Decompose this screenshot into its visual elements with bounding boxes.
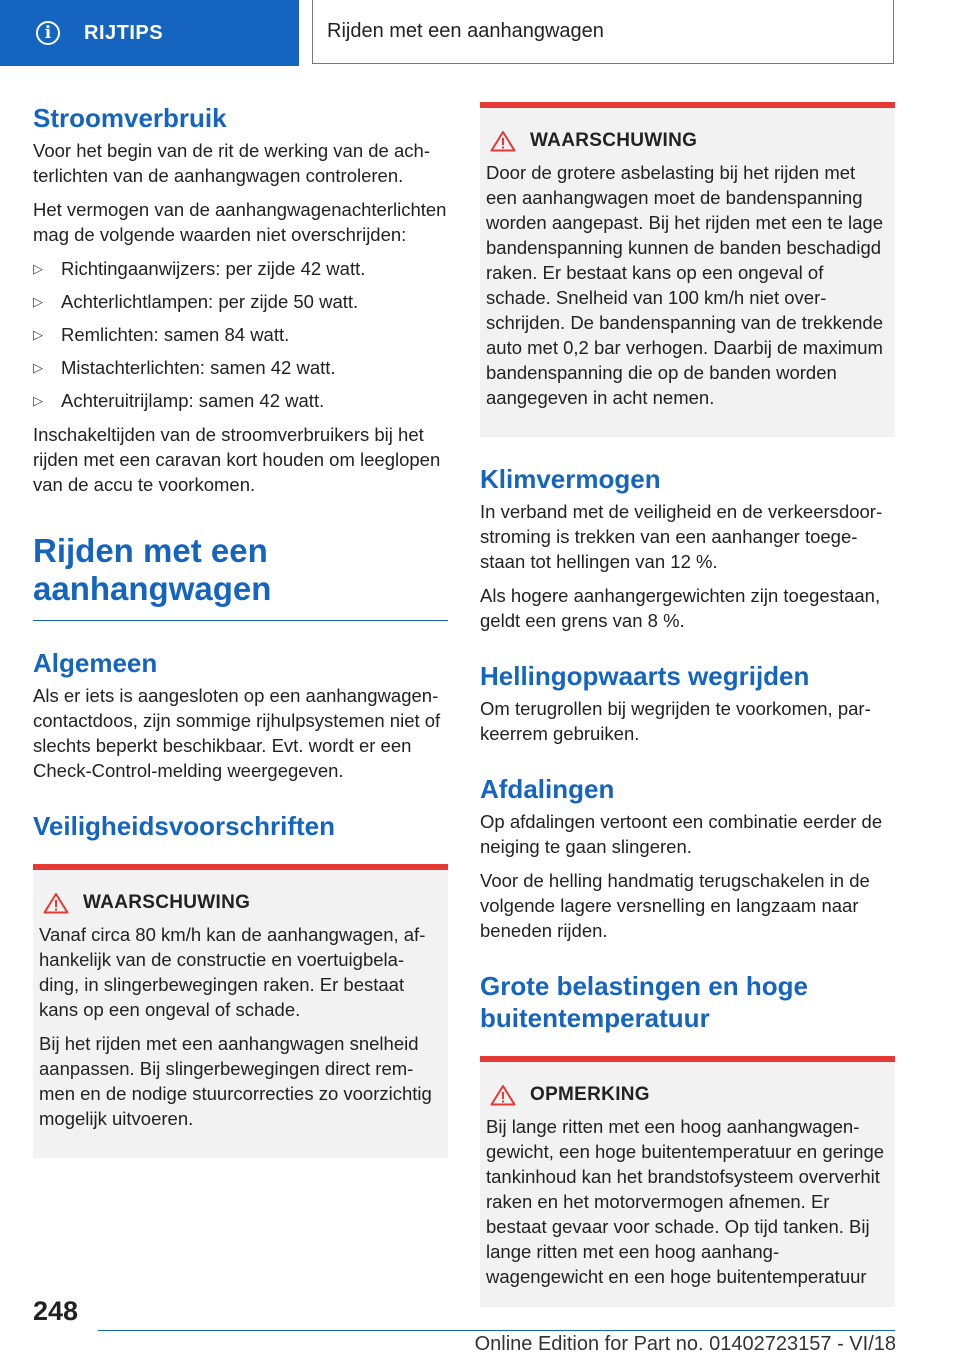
triangle-bullet-icon: ▷ [33,393,43,408]
warning-label: WAARSCHUWING [83,892,251,913]
footer-divider [98,1330,895,1331]
paragraph: Inschakeltijden van de stroomverbruikers bij het rijden met een caravan kort houden om leeglopen van de accu te voorkomen. [33,424,441,495]
heading-algemeen: Algemeen [33,648,158,678]
bullet-list [33,256,448,413]
paragraph: Op afdalingen vertoont een combinatie eerder de neiging te gaan slingeren. [480,811,883,857]
paragraph: Het vermogen van de aanhangwagenachterlichten mag de volgende waarden niet overschrijden: [33,199,447,245]
footer-edition: Online Edition for Part no. 01402723157 - VI/18 [474,1333,896,1355]
heading-grote-belastingen: Grote belastingen en hoge buitentemperatuur [480,971,808,1033]
warning-text: Door de grotere asbelasting bij het rijden met een aanhangwagen moet de bandenspanning worden aangepast. Bij het rijden met een te lage bandenspanning kunnen de banden beschadigd raken. Er bestaat kans op een ongeval of schade. Snelheid van 100 km/h niet overschrijden. De bandenspanning van de trekkende auto met 0,2 bar verhogen. Daarbij de maximum bandenspanning die op de banden worden aangegeven in acht nemen. [486,162,884,408]
chapter-label: Rijden met een aanhangwagen [327,20,604,42]
paragraph: Voor het begin van de rit de werking van de achterlichten van de aanhangwagen controleren. [33,140,430,186]
heading-klimvermogen: Klimvermogen [480,464,661,494]
left-column [33,102,448,1158]
paragraph: Om terugrollen bij wegrijden te voorkomen, parkeerrem gebruiken. [480,698,871,744]
paragraph: Voor de helling handmatig terugschakelen in de volgende lagere versnelling en langzaam naar beneden rijden. [480,870,870,941]
list-item: ▷ Remlichten: samen 84 watt. [33,324,290,345]
section-tab [0,0,299,66]
chapter-tab [312,0,894,64]
triangle-bullet-icon: ▷ [33,327,43,342]
right-column [480,102,895,1307]
page-number: 248 [33,1296,79,1326]
note-text: Bij lange ritten met een hoog aanhangwagengewicht, een hoge buitentemperatuur en geringe tankinhoud kan het brandstofsysteem oververhit raken en het motorvermogen afnemen. Er bestaat gevaar voor schade. Op tijd tanken. Bij lange ritten met een hoog aanhangwagengewicht en een hoge buitentemperatuur [486,1116,885,1287]
list-item: ▷ Achterlichtlampen: per zijde 50 watt. [33,291,359,312]
heading-afdalingen: Afdalingen [480,774,615,804]
warning-label: WAARSCHUWING [530,130,698,151]
note-box [480,1056,895,1307]
info-icon: i [36,21,60,45]
list-item: ▷ Mistachterlichten: samen 42 watt. [33,357,336,378]
warning-text: Vanaf circa 80 km/h kan de aanhangwagen, afhankelijk van de constructie en voertuigbelading, in slingerbewegingen raken. Er bestaat kans op een ongeval of schade. [39,924,426,1020]
warning-header [486,130,885,152]
section-label: RIJTIPS [84,21,164,44]
warning-box [33,864,448,1158]
paragraph: In verband met de veiligheid en de verkeersdoorstroming is trekken van een aanhanger toegestaan tot hellingen van 12 %. [480,501,883,572]
chapter-title: Rijden met een aanhangwagen [33,532,448,621]
triangle-bullet-icon: ▷ [33,261,43,276]
triangle-bullet-icon: ▷ [33,294,43,309]
warning-triangle-icon [490,1084,516,1106]
list-item: ▷ Achteruitrijlamp: samen 42 watt. [33,390,325,411]
warning-triangle-icon [490,130,516,152]
heading-hellingopwaarts: Hellingopwaarts wegrijden [480,661,810,691]
note-header [486,1084,885,1106]
paragraph: Als er iets is aangesloten op een aanhangwagencontactdoos, zijn sommige rijhulpsystemen niet of slechts beperkt beschikbaar. Evt. wordt er een Check-Control-melding weergegeven. [33,685,441,781]
warning-text: Bij het rijden met een aanhangwagen snelheid aanpassen. Bij slingerbewegingen direct remmen en de nodige stuurcorrecties zo voorzichtig mogelijk uitvoeren. [39,1033,432,1129]
paragraph: Als hogere aanhangergewichten zijn toegestaan, geldt een grens van 8 %. [480,585,881,631]
note-label: OPMERKING [530,1084,650,1105]
page-header [0,0,960,66]
triangle-bullet-icon: ▷ [33,360,43,375]
heading-veiligheidsvoorschriften: Veiligheidsvoorschriften [33,811,335,841]
list-item: ▷ Richtingaanwijzers: per zijde 42 watt. [33,258,366,279]
warning-header [39,892,438,914]
heading-stroomverbruik: Stroomverbruik [33,103,227,133]
warning-box [480,102,895,437]
warning-triangle-icon [43,892,69,914]
